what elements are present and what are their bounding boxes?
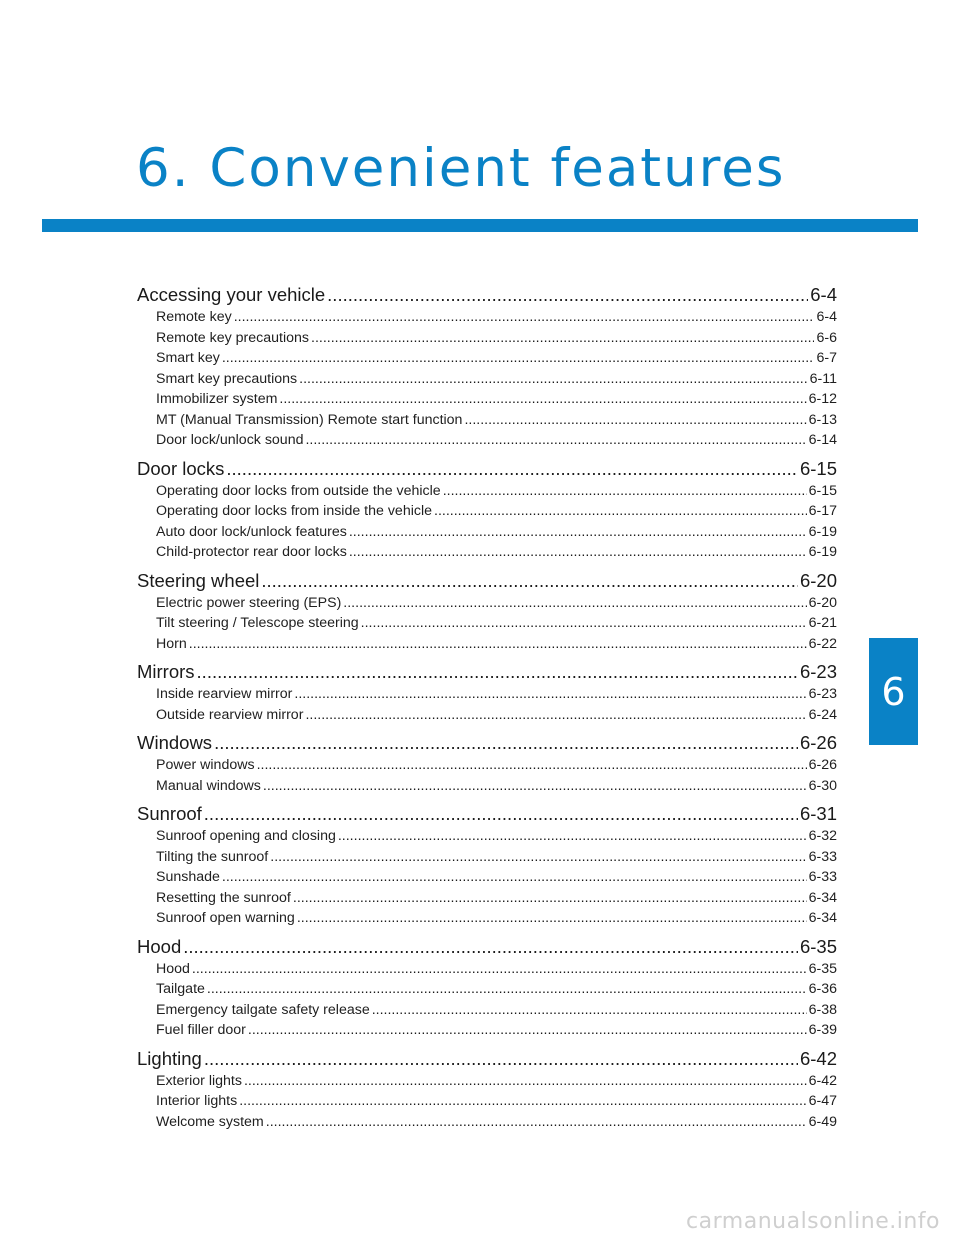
section-title: Mirrors <box>137 661 195 682</box>
dot-leader <box>244 1071 807 1092</box>
entry-title: Auto door lock/unlock features <box>156 523 347 540</box>
dot-leader <box>183 934 798 959</box>
toc-entry[interactable] <box>137 522 837 543</box>
table-of-contents <box>137 282 837 1137</box>
toc-entry[interactable] <box>137 542 837 563</box>
toc-section <box>137 282 837 451</box>
dot-leader <box>222 348 815 369</box>
entry-page-number: 6-17 <box>808 503 837 519</box>
entry-title: Sunshade <box>156 869 220 885</box>
entry-page-number: 6-34 <box>808 910 837 926</box>
entry-title: Resetting the sunroof <box>156 889 291 906</box>
toc-entry[interactable] <box>137 826 837 847</box>
entry-title: Outside rearview mirror <box>156 706 304 723</box>
toc-section <box>137 730 837 796</box>
section-title: Lighting <box>137 1047 202 1069</box>
dot-leader <box>214 730 798 755</box>
section-page-number: 6-35 <box>799 935 837 957</box>
dot-leader <box>434 501 807 522</box>
entry-page-number: 6-12 <box>808 391 837 407</box>
entry-page-number: 6-23 <box>808 686 837 702</box>
dot-leader <box>189 634 807 655</box>
entry-title: Sunroof opening and closing <box>156 828 336 844</box>
toc-entry[interactable] <box>137 867 837 888</box>
toc-entry[interactable] <box>137 755 837 776</box>
dot-leader <box>261 568 798 593</box>
entry-title: Tilt steering / Telescope steering <box>156 615 359 631</box>
toc-section <box>137 934 837 1041</box>
entry-title: Smart key precautions <box>156 370 298 387</box>
toc-entry[interactable] <box>137 634 837 655</box>
toc-section-heading[interactable] <box>137 282 837 307</box>
entry-page-number: 6-33 <box>808 869 837 885</box>
entry-page-number: 6-39 <box>808 1022 837 1038</box>
toc-section <box>137 1046 837 1133</box>
entry-title: Operating door locks from inside the vehicle <box>156 503 433 519</box>
entry-title: Tilting the sunroof <box>156 848 269 865</box>
entry-title: Interior lights <box>156 1093 238 1109</box>
entry-page-number: 6-15 <box>808 482 837 499</box>
dot-leader <box>297 908 807 929</box>
toc-entry[interactable] <box>137 410 837 431</box>
dot-leader <box>192 959 807 980</box>
entry-title: Door lock/unlock sound <box>156 432 304 448</box>
toc-entry[interactable] <box>137 908 837 929</box>
dot-leader <box>226 456 798 481</box>
entry-page-number: 6-19 <box>808 523 837 540</box>
title-divider-bar <box>42 219 918 232</box>
entry-page-number: 6-32 <box>808 828 837 844</box>
section-page-number: 6-42 <box>799 1047 837 1069</box>
section-title: Hood <box>137 935 182 957</box>
toc-section-heading[interactable] <box>137 730 837 755</box>
toc-entry[interactable] <box>137 389 837 410</box>
section-page-number: 6-4 <box>810 284 837 305</box>
entry-title: Power windows <box>156 757 255 773</box>
entry-title: MT (Manual Transmission) Remote start function <box>156 411 463 428</box>
toc-entry[interactable] <box>137 369 837 390</box>
dot-leader <box>293 888 807 909</box>
dot-leader <box>279 389 806 410</box>
toc-section <box>137 659 837 725</box>
toc-entry[interactable] <box>137 430 837 451</box>
dot-leader <box>305 705 806 726</box>
toc-entry[interactable] <box>137 501 837 522</box>
entry-title: Electric power steering (EPS) <box>156 594 342 611</box>
dot-leader <box>343 593 806 614</box>
entry-page-number: 6-38 <box>808 1001 837 1018</box>
entry-page-number: 6-26 <box>808 757 837 773</box>
dot-leader <box>443 481 807 502</box>
section-page-number: 6-31 <box>799 803 837 824</box>
toc-entry[interactable] <box>137 328 837 349</box>
toc-entry[interactable] <box>137 1112 837 1133</box>
entry-page-number: 6-34 <box>808 889 837 906</box>
toc-entry[interactable] <box>137 684 837 705</box>
entry-page-number: 6-14 <box>808 432 837 448</box>
toc-entry[interactable] <box>137 1091 837 1112</box>
entry-page-number: 6-33 <box>808 848 837 865</box>
toc-section-heading[interactable] <box>137 659 837 684</box>
chapter-title: 6. Convenient features <box>136 138 786 199</box>
dot-leader <box>204 801 798 826</box>
dot-leader <box>222 867 807 888</box>
dot-leader <box>239 1091 806 1112</box>
entry-title: Inside rearview mirror <box>156 686 293 702</box>
entry-page-number: 6-6 <box>816 329 837 346</box>
toc-section-heading[interactable] <box>137 1046 837 1071</box>
entry-page-number: 6-42 <box>808 1072 837 1089</box>
toc-entry[interactable] <box>137 1020 837 1041</box>
dot-leader <box>204 1046 798 1071</box>
entry-title: Manual windows <box>156 777 261 794</box>
toc-entry[interactable] <box>137 888 837 909</box>
entry-page-number: 6-19 <box>808 544 837 560</box>
dot-leader <box>349 542 807 563</box>
dot-leader <box>294 684 806 705</box>
toc-section <box>137 456 837 563</box>
entry-page-number: 6-13 <box>808 411 837 428</box>
toc-section-heading[interactable] <box>137 801 837 826</box>
entry-page-number: 6-35 <box>808 960 837 977</box>
entry-title: Child-protector rear door locks <box>156 544 347 560</box>
entry-title: Remote key precautions <box>156 329 309 346</box>
toc-entry[interactable] <box>137 776 837 797</box>
section-page-number: 6-20 <box>799 569 837 591</box>
toc-entry[interactable] <box>137 959 837 980</box>
toc-entry[interactable] <box>137 1071 837 1092</box>
entry-title: Welcome system <box>156 1113 264 1130</box>
entry-page-number: 6-11 <box>809 370 837 387</box>
toc-entry[interactable] <box>137 979 837 1000</box>
dot-leader <box>311 328 814 349</box>
section-title: Windows <box>137 732 213 753</box>
dot-leader <box>207 979 807 1000</box>
dot-leader <box>299 369 808 390</box>
toc-entry[interactable] <box>137 307 837 328</box>
dot-leader <box>248 1020 807 1041</box>
entry-title: Emergency tailgate safety release <box>156 1001 370 1018</box>
entry-page-number: 6-21 <box>808 615 837 631</box>
section-title: Steering wheel <box>137 569 260 591</box>
toc-section-heading[interactable] <box>137 456 837 481</box>
dot-leader <box>327 282 808 307</box>
entry-page-number: 6-47 <box>808 1093 837 1109</box>
dot-leader <box>263 776 807 797</box>
entry-page-number: 6-36 <box>808 981 837 997</box>
dot-leader <box>257 755 807 776</box>
entry-title: Tailgate <box>156 981 205 997</box>
entry-page-number: 6-30 <box>808 777 837 794</box>
dot-leader <box>197 659 798 684</box>
toc-section-heading[interactable] <box>137 934 837 959</box>
entry-page-number: 6-20 <box>808 594 837 611</box>
dot-leader <box>464 410 806 431</box>
section-page-number: 6-23 <box>799 661 837 682</box>
entry-title: Horn <box>156 635 187 652</box>
dot-leader <box>338 826 807 847</box>
dot-leader <box>305 430 806 451</box>
toc-entry[interactable] <box>137 593 837 614</box>
entry-page-number: 6-7 <box>816 350 837 366</box>
toc-entry[interactable] <box>137 847 837 868</box>
entry-title: Sunroof open warning <box>156 910 295 926</box>
entry-title: Fuel filler door <box>156 1022 246 1038</box>
section-page-number: 6-26 <box>799 732 837 753</box>
toc-entry[interactable] <box>137 348 837 369</box>
section-title: Accessing your vehicle <box>137 284 326 305</box>
toc-entry[interactable] <box>137 1000 837 1021</box>
entry-page-number: 6-49 <box>808 1113 837 1130</box>
entry-page-number: 6-4 <box>816 309 837 325</box>
dot-leader <box>349 522 807 543</box>
toc-entry[interactable] <box>137 481 837 502</box>
toc-section-heading[interactable] <box>137 568 837 593</box>
entry-page-number: 6-24 <box>808 706 837 723</box>
toc-entry[interactable] <box>137 705 837 726</box>
entry-title: Smart key <box>156 350 220 366</box>
chapter-tab[interactable]: 6 <box>869 638 918 745</box>
entry-title: Exterior lights <box>156 1072 242 1089</box>
section-page-number: 6-15 <box>799 457 837 479</box>
dot-leader <box>372 1000 807 1021</box>
entry-title: Immobilizer system <box>156 391 278 407</box>
section-title: Door locks <box>137 457 225 479</box>
section-title: Sunroof <box>137 803 202 824</box>
entry-title: Hood <box>156 960 190 977</box>
entry-title: Remote key <box>156 309 232 325</box>
watermark: carmanualsonline.info <box>686 1209 940 1234</box>
toc-section <box>137 801 837 929</box>
dot-leader <box>266 1112 807 1133</box>
dot-leader <box>234 307 815 328</box>
dot-leader <box>361 613 807 634</box>
dot-leader <box>270 847 806 868</box>
entry-page-number: 6-22 <box>808 635 837 652</box>
toc-section <box>137 568 837 655</box>
toc-entry[interactable] <box>137 613 837 634</box>
entry-title: Operating door locks from outside the vehicle <box>156 482 441 499</box>
